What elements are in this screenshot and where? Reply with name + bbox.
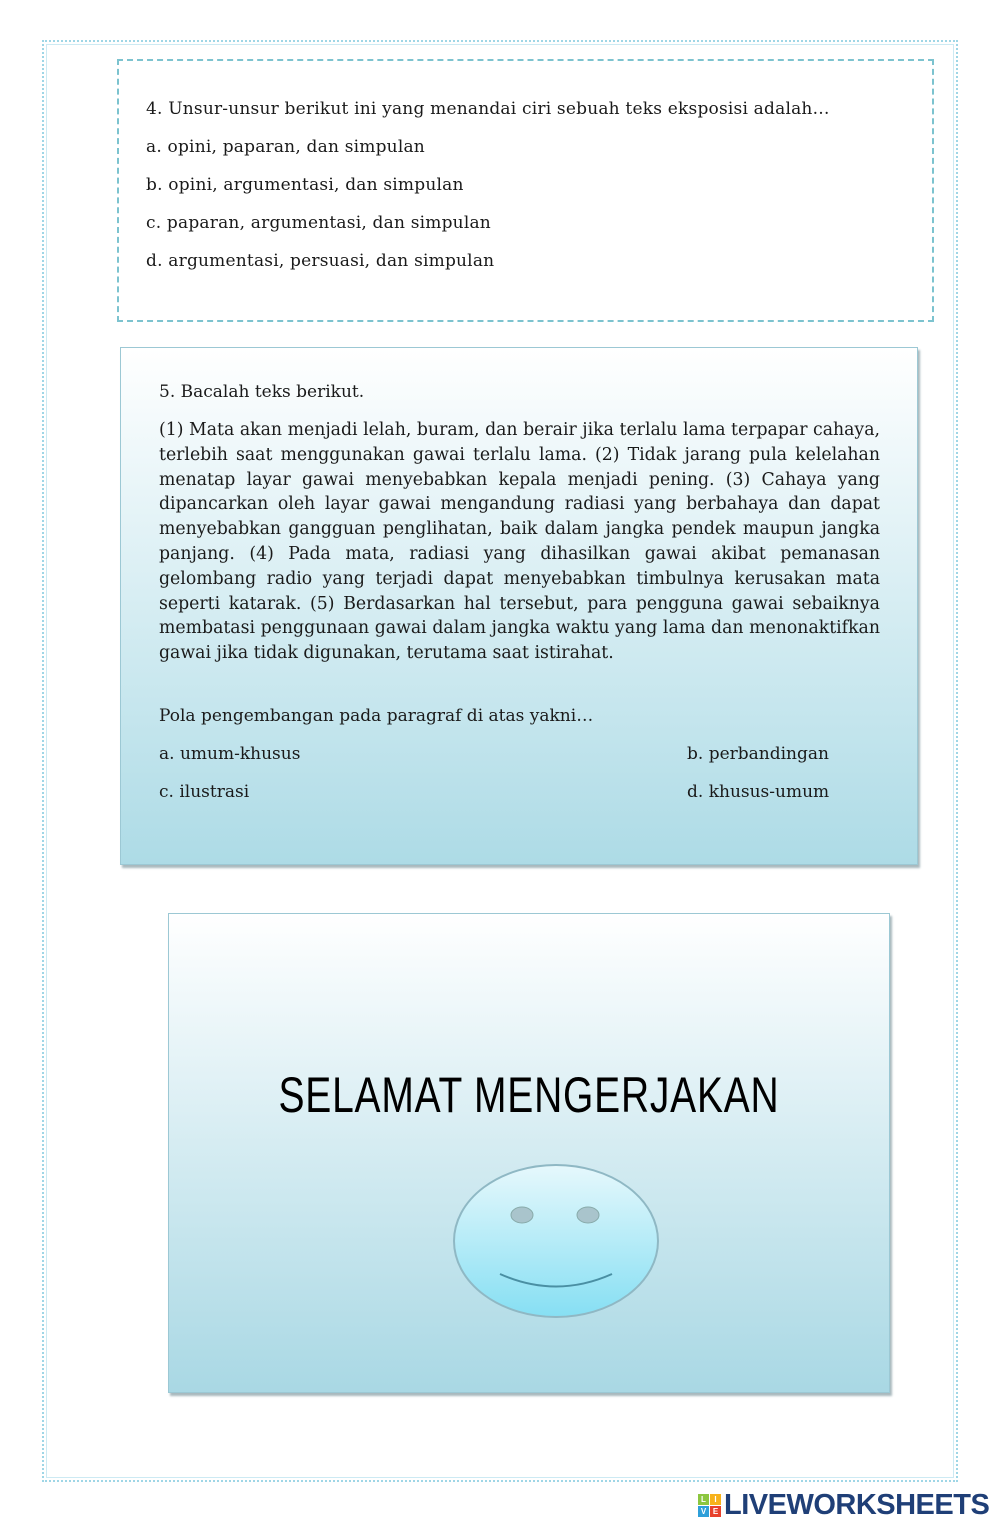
- question-5-instruction: 5. Bacalah teks berikut.: [159, 382, 365, 402]
- smiley-face-icon: [452, 1159, 660, 1319]
- option-b[interactable]: b. perbandingan: [687, 744, 829, 764]
- question-5-box: [120, 347, 918, 865]
- option-a[interactable]: a. umum-khusus: [159, 744, 301, 764]
- option-c[interactable]: c. ilustrasi: [159, 782, 250, 802]
- liveworksheets-logo: [698, 1489, 989, 1522]
- live-badge-icon: L I V E: [698, 1494, 721, 1517]
- option-c[interactable]: c. paparan, argumentasi, dan simpulan: [146, 213, 491, 233]
- question-5-text: Pola pengembangan pada paragraf di atas yakni…: [159, 706, 594, 726]
- option-d[interactable]: d. argumentasi, persuasi, dan simpulan: [146, 251, 495, 271]
- option-a[interactable]: a. opini, paparan, dan simpulan: [146, 137, 425, 157]
- closing-box: [168, 913, 890, 1393]
- closing-title: SELAMAT MENGERJAKAN: [278, 1067, 780, 1123]
- option-d[interactable]: d. khusus-umum: [687, 782, 830, 802]
- brand-name: LIVEWORKSHEETS: [724, 1489, 990, 1521]
- reading-passage: (1) Mata akan menjadi lelah, buram, dan berair jika terlalu lama terpapar cahaya, terlebih saat menggunakan gawai terlalu lama. (2) Tidak jarang pula kelelahan menatap layar gawai menyebabkan kepala menjadi pening. (3) Cahaya yang dipancarkan oleh layar gawai mengandung radiasi yang berbahaya dan dapat menyebabkan gangguan penglihatan, baik dalam jangka pendek maupun jangka panjang. (4) Pada mata, radiasi yang dihasilkan gawai akibat pemanasan gelombang radio yang terjadi dapat menyebabkan timbulnya kerusakan mata seperti katarak. (5) Berdasarkan hal tersebut, para pengguna gawai sebaiknya membatasi penggunaan gawai dalam jangka waktu yang lama dan menonaktifkan gawai jika tidak digunakan, terutama saat istirahat.: [159, 420, 880, 664]
- question-4-text: 4. Unsur-unsur berikut ini yang menandai ciri sebuah teks eksposisi adalah…: [146, 99, 830, 119]
- question-4-box: [117, 59, 934, 322]
- option-b[interactable]: b. opini, argumentasi, dan simpulan: [146, 175, 464, 195]
